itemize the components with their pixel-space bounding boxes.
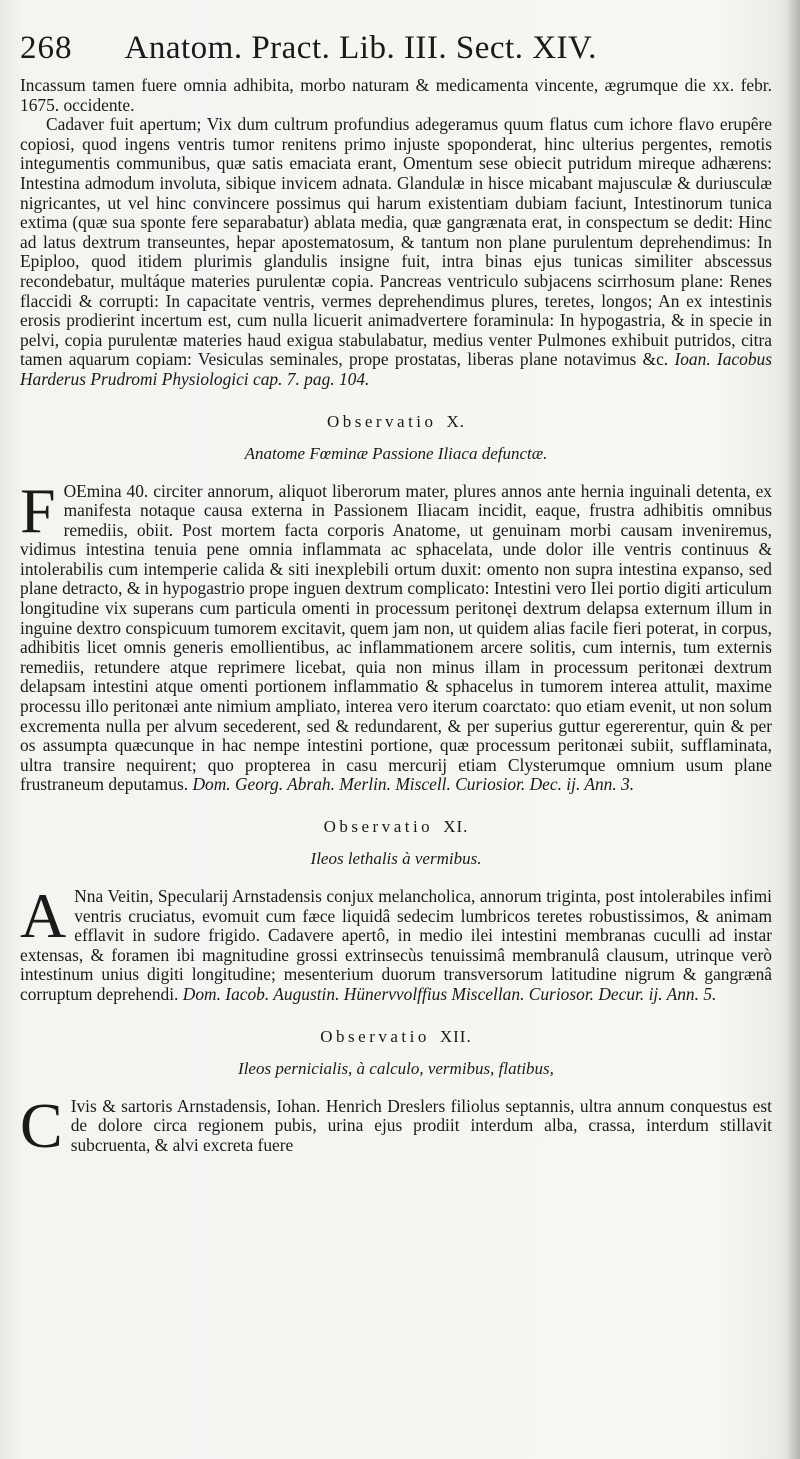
observation-citation: Dom. Georg. Abrah. Merlin. Miscell. Curiosior. Dec. ij. Ann. 3. <box>192 774 635 795</box>
observation-xii <box>20 1026 772 1161</box>
running-title: Anatom. Pract. Lib. III. Sect. XIV. <box>124 30 597 66</box>
observation-heading <box>20 817 772 837</box>
observation-label: Observatio <box>323 817 434 836</box>
observation-text: OEmina 40. circiter annorum, aliquot liberorum mater, plures annos ante hernia inguinali detenta, ex manifesta notaque causa externa in Passionem Iliacam incidit, eaque, frustra adhibitis omnibus remediis, obiit. Post mortem facta corporis Anatome, ut genuinam morbi causam inveniremus, vidimus intestina tenuia pene omnia inflammata ac sphacelata, unde dolor ille ventris continuus & intolerabilis cum intemperie calida & siti inexplebili ortum duxit: omento non supra intestina expanso, sed plane detracto, & in hypogastrio prope inguen dextrum complicato: Intestini vero Ilei portio digiti articulum longitudine vix superans cum particula omenti in processum peritonęi dextrum delapsa externum illum in inguine dextro conspicuum tumorem excitavit, quem jam non, ut quidem alias facile fieri poterat, in corpus, adhibitis licet omnis generis emollientibus, ac inflammationem arcere solitis, cum internis, tum externis remediis, retundere atque reprimere licebat, quia non minus illam in processum peritonæi dextrum delapsam intestini atque omenti portionem inflammatio & sphacelus in tumorem interea attulit, maxime processu illo peritonæi ante nimium ampliato, interea vero iterum coarctato: quo etiam evenit, ut non solum excrementa nulla per alvum secederent, sed & redundarent, & per superius guttur egererentur, quin & per os assumpta quæcunque in hac nempe intestini portione, quæ processum peritonæi subiit, sufflaminata, ultra transire nequirent; quo propterea in casu mercurij etiam Clysterumque omnium usum plane frustraneum deputamus. <box>20 480 772 795</box>
observation-number: X. <box>446 411 466 431</box>
observation-xi <box>20 817 772 1005</box>
page-number: 268 <box>20 30 73 66</box>
observation-text: Nna Veitin, Specularij Arnstadensis conjux melancholica, annorum triginta, post intolerabiles infimi ventris cruciatus, evomuit cum fæce liquidâ sedecim lumbricos teretes robustissimos, & animam efflavit in sudore frigido. Cadavere apertô, in medio ilei intestini membranas cuculli ad instar extensas, & foramen ibi magnitudine grossi extrinsecùs tenuissimâ membranulâ clausum, utrinque verò intestinum unius digiti longitudine; mesenterium duorum transversorum latitudine nigrum & gangrænâ corruptum deprehendi. <box>20 886 772 1004</box>
observation-subtitle: Ileos pernicialis, à calculo, vermibus, flatibus, <box>238 1058 554 1078</box>
drop-cap: F <box>20 474 56 546</box>
running-header <box>20 30 772 76</box>
observation-body <box>20 1089 772 1161</box>
observation-subtitle: Anatome Fœminæ Passione Iliaca defunctæ. <box>244 443 548 463</box>
intro-paragraph-1: Incassum tamen fuere omnia adhibita, morbo naturam & medicamenta vincente, ægrumque die xx. febr. 1675. occidente. <box>20 75 772 115</box>
drop-cap: C <box>20 1089 63 1161</box>
observation-x <box>20 412 772 796</box>
observation-heading <box>20 412 772 432</box>
observation-subtitle: Ileos lethalis à vermibus. <box>310 849 482 868</box>
observation-text: Ivis & sartoris Arnstadensis, Iohan. Henrich Dreslers filiolus septannis, ultra annum conquestus est de dolore circa regionem pubis, urina ejus prodiit interdum alba, crassa, interdum stillavit subcruenta, & alvi excreta fuere <box>70 1095 772 1155</box>
observation-body <box>20 880 772 1005</box>
observation-number: XII. <box>439 1026 472 1046</box>
observation-body <box>20 474 772 796</box>
observation-label: Observatio <box>320 1026 430 1046</box>
intro-paragraph-2 <box>20 115 772 389</box>
observation-number: XI. <box>443 817 469 836</box>
intro-citation: Ioan. Iacobus Harderus Prudromi Physiologici cap. 7. pag. 104. <box>20 349 772 389</box>
observation-citation: Dom. Iacob. Augustin. Hünervvolffius Miscellan. Curiosor. Decur. ij. Ann. 5. <box>182 983 717 1004</box>
drop-cap: A <box>20 880 67 951</box>
page-edge-shadow <box>786 0 800 1459</box>
observation-heading <box>20 1027 772 1047</box>
page-content <box>20 30 772 1161</box>
intro-paragraph-2-text: Cadaver fuit apertum; Vix dum cultrum profundius adegeramus quum flatus cum ichore flavo erupêre copiosi, quod ingens ventris tumor renitens primo injuste spoponderat, hinc ulterius pergentes, remotis integumentis communibus, quæ satis emaciata erant, Omentum sese obiecit putridum mireque adhærens: Intestina admodum involuta, sibique invicem adnata. Glandulæ in hisce micabant majusculæ & duriusculæ nigricantes, ut vel hinc convincere possimus qui harum existentiam dubiam faciunt, Intestinorum tunica extima (quæ sua sponte fere separabatur) ablata media, quæ gangrænata erat, in conspectum se dedit: Hinc ad latus dextrum transeuntes, hepar apostematosum, & tantum non plane purulentum deprehendimus: In Epiploo, quod itidem plurimis glandulis insigne fuit, intra binas ejus tunicas similiter abscessus recondebatur, multáque materies purulentæ copia. Pancreas ventriculo subjacens scirrhosum plane: Renes flaccidi & corrupti: In capacitate ventris, vermes deprehendimus plures, teretes, longos; An ex intestinis erosis prodierint incertum est, cum nulla licuerit animadvertere foraminula: In hypogastria, & in specie in pelvi, copia purulentæ materies haud exigua stabulabatur, medius venter Pulmones exhibuit putridos, citra tamen aquarum copiam: Vesiculas seminales, prope prostatas, liberas plane notavimus &c. <box>20 114 772 370</box>
observation-label: Observatio <box>326 411 437 431</box>
